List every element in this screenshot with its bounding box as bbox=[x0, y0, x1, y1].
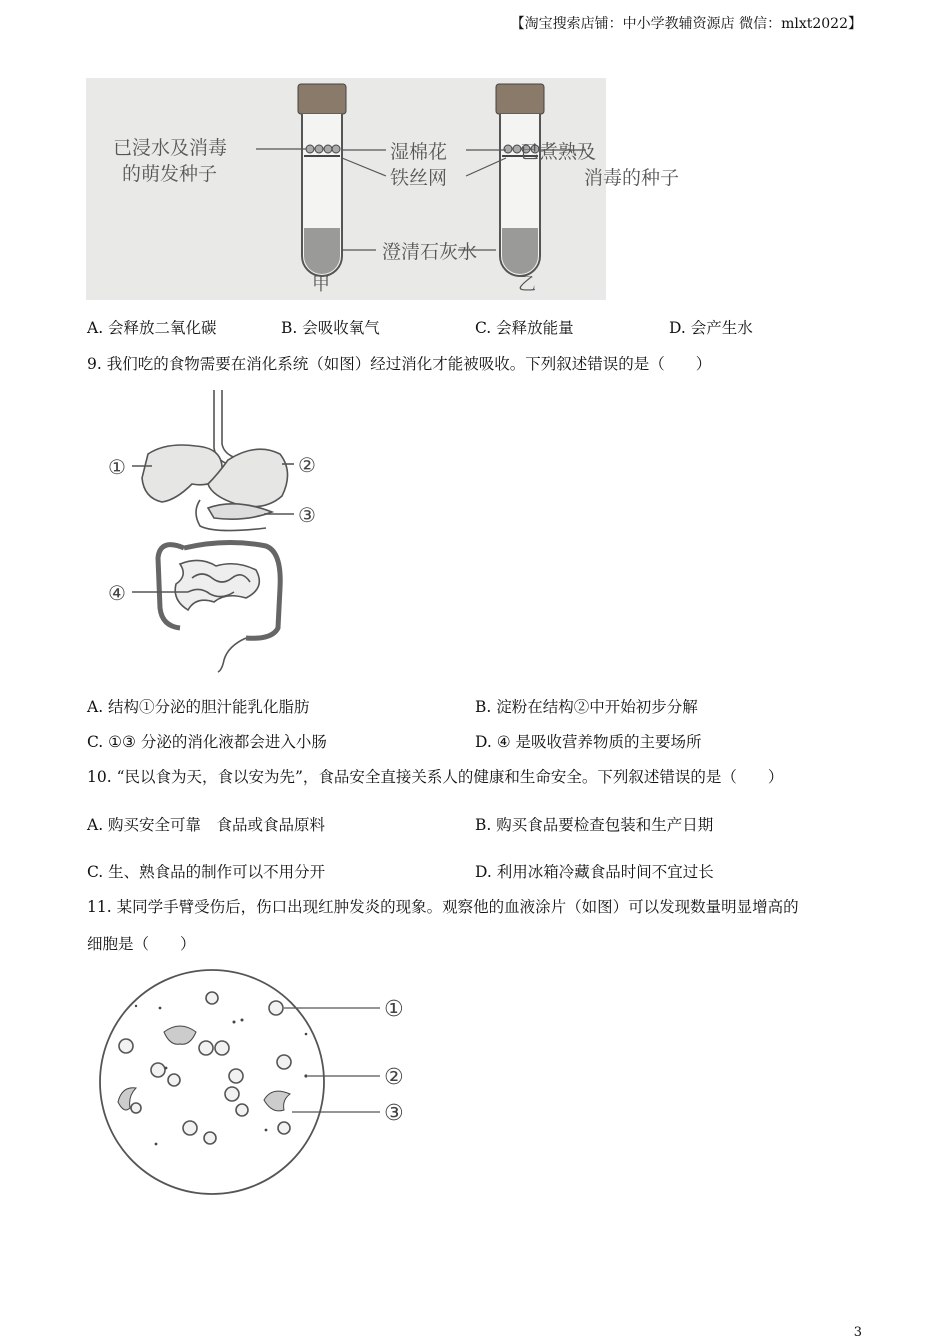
page-number: 3 bbox=[853, 1325, 862, 1340]
q8-option-a[interactable]: A. 会释放二氧化碳 bbox=[87, 319, 217, 337]
rectum bbox=[218, 638, 246, 672]
limewater-label: 澄清石灰水 bbox=[382, 241, 478, 263]
tube-b-label: 乙 bbox=[518, 274, 536, 295]
page-header: 【淘宝搜索店铺：中小学教辅资源店 微信：mlxt2022】 bbox=[510, 16, 862, 32]
q10-option-d[interactable]: D. 利用冰箱冷藏食品时间不宜过长 bbox=[475, 863, 714, 881]
small-intestine bbox=[175, 560, 259, 610]
q9-option-c[interactable]: C. ①③ 分泌的消化液都会进入小肠 bbox=[87, 733, 327, 751]
left-label-line2: 的萌发种子 bbox=[122, 163, 218, 185]
tube-a-label: 甲 bbox=[312, 274, 330, 295]
cotton-label: 湿棉花 bbox=[390, 141, 448, 163]
q9-option-b[interactable]: B. 淀粉在结构②中开始初步分解 bbox=[475, 698, 698, 716]
q10-option-a[interactable]: A. 购买安全可靠 食品或食品原料 bbox=[87, 816, 326, 834]
q10-option-b[interactable]: B. 购买食品要检查包装和生产日期 bbox=[475, 816, 714, 834]
q10-stem: 10. “民以食为天，食以安为先”，食品安全直接关系人的健康和生命安全。下列叙述错误的是（ ） bbox=[87, 768, 784, 786]
smear-label-3: ③ bbox=[384, 1101, 404, 1126]
q8-option-b[interactable]: B. 会吸收氧气 bbox=[281, 319, 380, 337]
q11-stem-line1: 11. 某同学手臂受伤后，伤口出现红肿发炎的现象。观察他的血液涂片（如图）可以发现数量明显增高的 bbox=[87, 898, 799, 916]
digestive-label-3: ③ bbox=[298, 503, 316, 527]
esophagus bbox=[214, 390, 236, 464]
q8-option-d[interactable]: D. 会产生水 bbox=[669, 319, 753, 337]
tube-b-stopper bbox=[496, 84, 544, 114]
q10-option-c[interactable]: C. 生、熟食品的制作可以不用分开 bbox=[87, 863, 326, 881]
q9-option-d[interactable]: D. ④ 是吸收营养物质的主要场所 bbox=[475, 733, 702, 751]
digestive-system-figure bbox=[96, 388, 336, 674]
liver bbox=[142, 445, 222, 502]
digestive-label-4: ④ bbox=[108, 581, 126, 605]
q8-option-c[interactable]: C. 会释放能量 bbox=[475, 319, 574, 337]
right-label-line1: 已煮熟及 bbox=[519, 141, 596, 163]
blood-smear-figure bbox=[96, 968, 416, 1198]
digestive-label-2: ② bbox=[298, 453, 316, 477]
q9-stem: 9. 我们吃的食物需要在消化系统（如图）经过消化才能被吸收。下列叙述错误的是（ ） bbox=[87, 355, 712, 373]
left-label-line1: 已浸水及消毒 bbox=[113, 137, 228, 159]
right-label-line2: 消毒的种子 bbox=[584, 167, 680, 189]
q9-option-a[interactable]: A. 结构①分泌的胆汁能乳化脂肪 bbox=[87, 698, 310, 716]
q11-stem-line2: 细胞是（ ） bbox=[87, 935, 196, 953]
tube-a-stopper bbox=[298, 84, 346, 114]
smear-label-2: ② bbox=[384, 1065, 404, 1090]
seed-experiment-figure bbox=[86, 78, 680, 300]
wire-label: 铁丝网 bbox=[390, 167, 448, 189]
digestive-label-1: ① bbox=[108, 455, 126, 479]
smear-label-1: ① bbox=[384, 997, 404, 1022]
